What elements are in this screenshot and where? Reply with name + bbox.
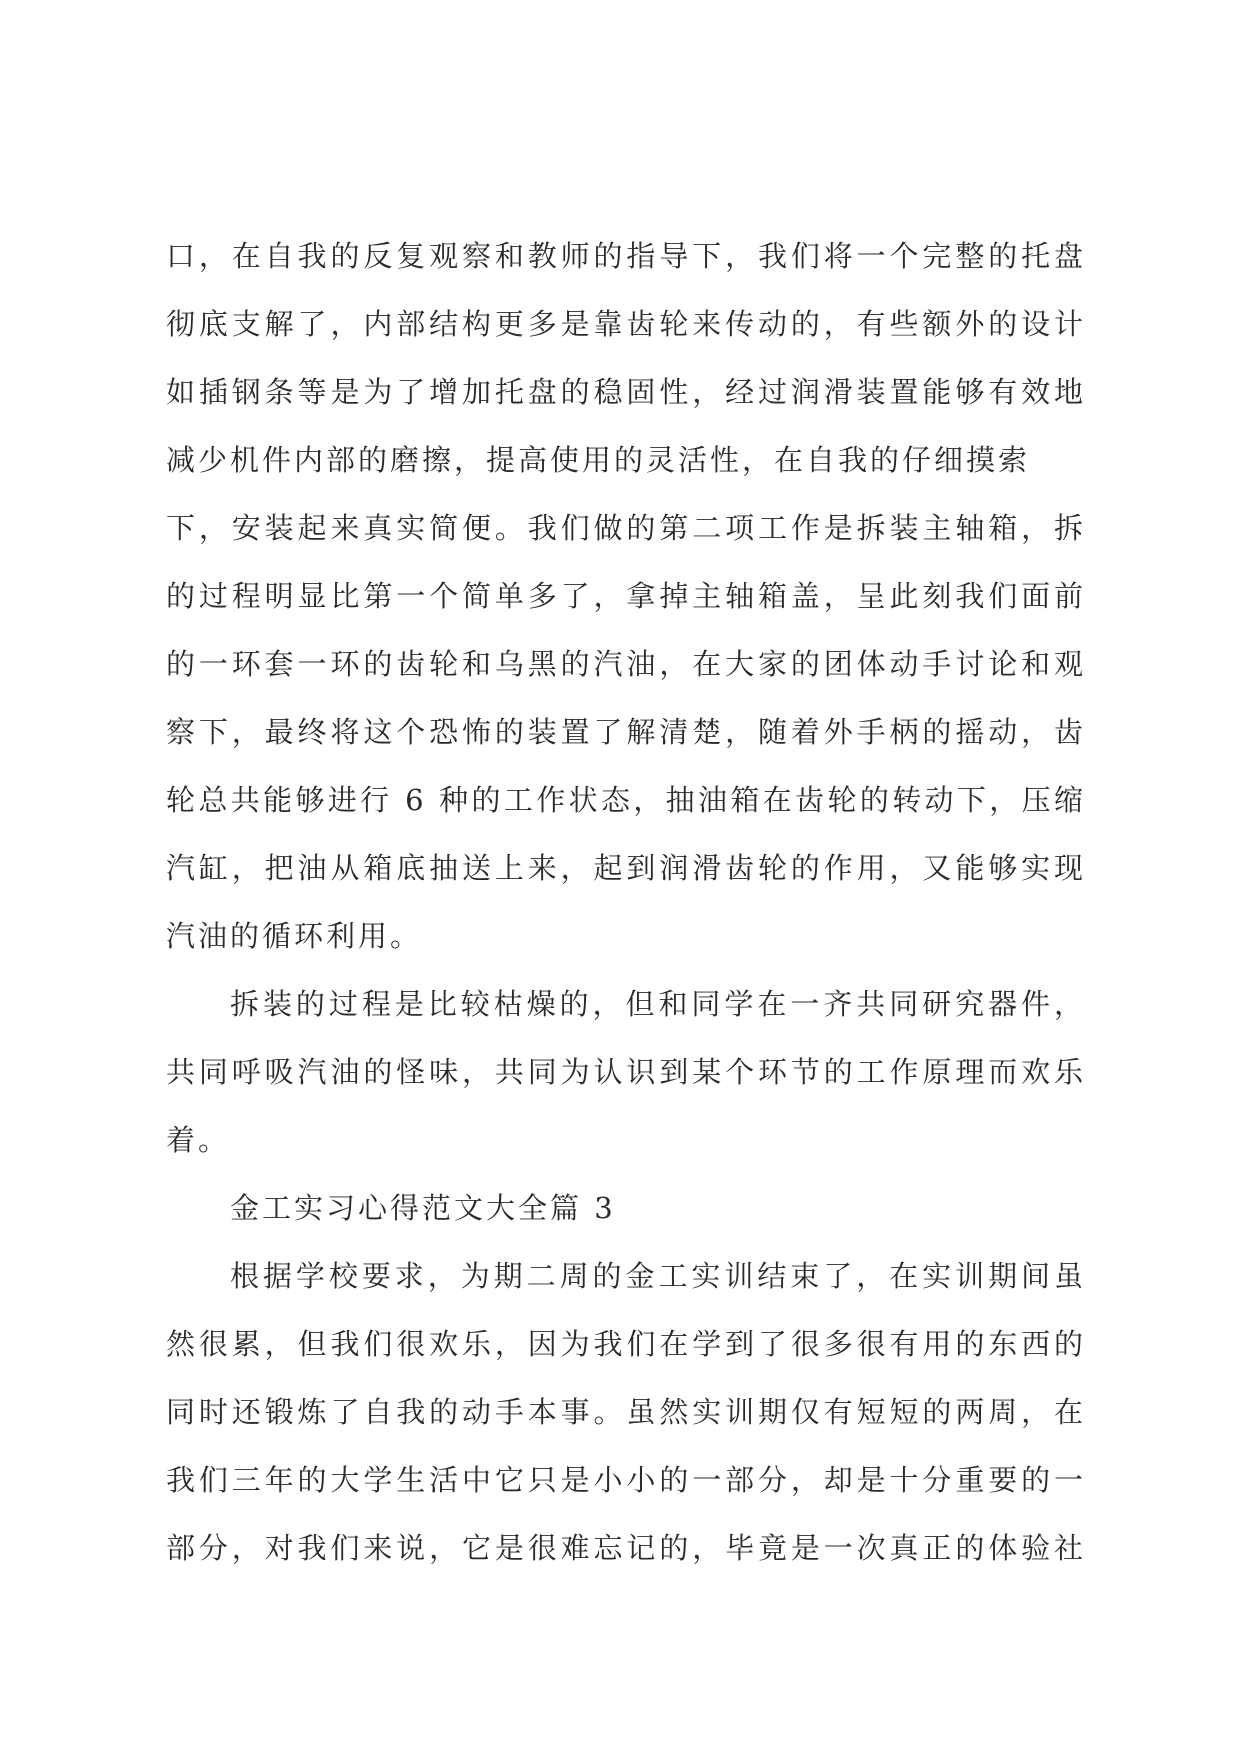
- section-heading: 金工实习心得范文大全篇 3: [230, 1191, 616, 1225]
- text-line: 的一环套一环的齿轮和乌黑的汽油，在大家的团体动手讨论和观: [166, 647, 1086, 681]
- text-line: 然很累，但我们很欢乐，因为我们在学到了很多很有用的东西的: [166, 1327, 1086, 1361]
- text-line: 轮总共能够进行 6 种的工作状态，抽油箱在齿轮的转动下，压缩: [166, 783, 1086, 817]
- text-line: 察下，最终将这个恐怖的装置了解清楚，随着外手柄的摇动，齿: [166, 715, 1086, 749]
- document-body: [166, 222, 1086, 1582]
- text-line: 我们三年的大学生活中它只是小小的一部分，却是十分重要的一: [166, 1463, 1086, 1497]
- text-line: 汽缸，把油从箱底抽送上来，起到润滑齿轮的作用，又能够实现: [166, 851, 1086, 885]
- text-line: 部分，对我们来说，它是很难忘记的，毕竟是一次真正的体验社: [166, 1531, 1086, 1565]
- text-line: 着。: [166, 1123, 231, 1157]
- text-line: 拆装的过程是比较枯燥的，但和同学在一齐共同研究器件，: [230, 987, 1086, 1021]
- text-line: 根据学校要求，为期二周的金工实训结束了，在实训期间虽: [230, 1259, 1086, 1293]
- text-line: 如插钢条等是为了增加托盘的稳固性，经过润滑装置能够有效地: [166, 375, 1086, 409]
- text-line: 共同呼吸汽油的怪味，共同为认识到某个环节的工作原理而欢乐: [166, 1055, 1086, 1089]
- text-line: 减少机件内部的磨擦，提高使用的灵活性，在自我的仔细摸索: [166, 443, 1031, 477]
- text-line: 彻底支解了，内部结构更多是靠齿轮来传动的，有些额外的设计: [166, 307, 1086, 341]
- text-line: 的过程明显比第一个简单多了，拿掉主轴箱盖，呈此刻我们面前: [166, 579, 1086, 613]
- text-line: 同时还锻炼了自我的动手本事。虽然实训期仅有短短的两周，在: [166, 1395, 1086, 1429]
- text-line: 口，在自我的反复观察和教师的指导下，我们将一个完整的托盘: [166, 239, 1086, 273]
- text-line: 下，安装起来真实简便。我们做的第二项工作是拆装主轴箱，拆: [166, 511, 1086, 545]
- text-line: 汽油的循环利用。: [166, 919, 423, 953]
